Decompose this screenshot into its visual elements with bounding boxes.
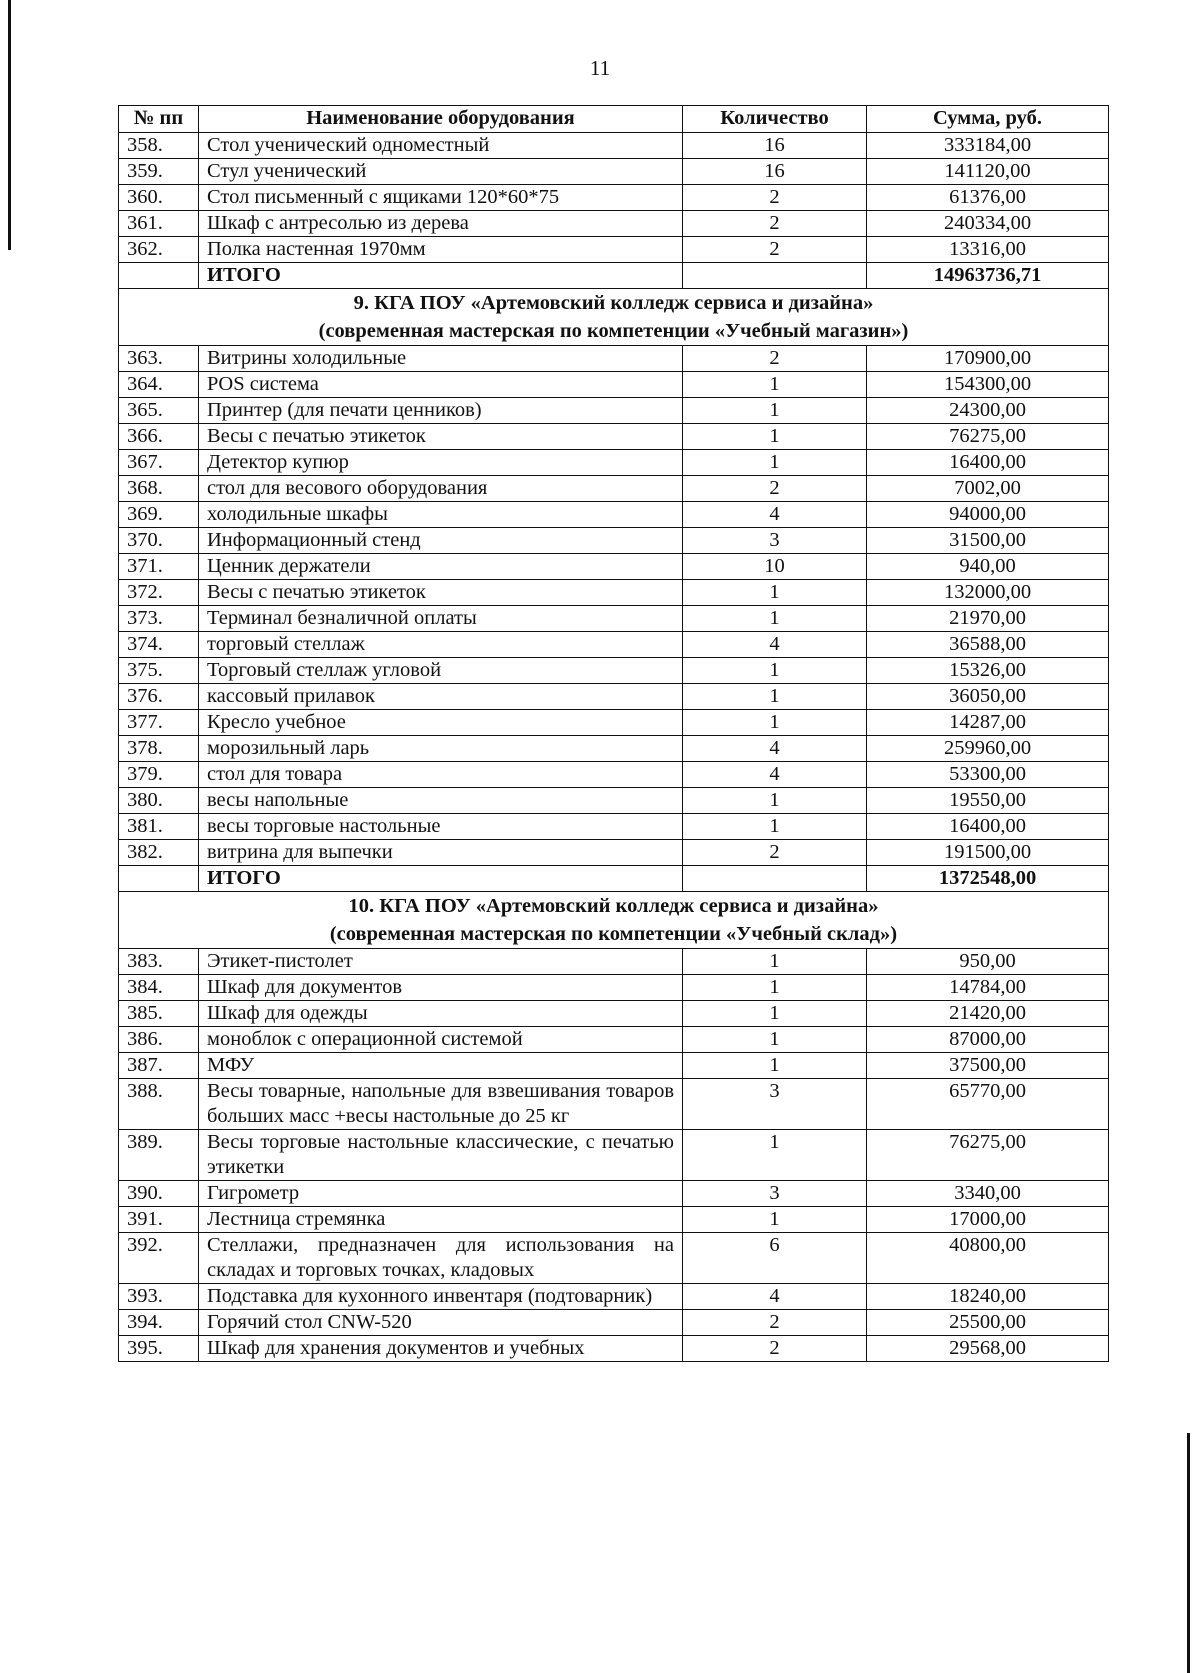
table-row xyxy=(119,133,1109,159)
row-sum: 940,00 xyxy=(867,554,1109,580)
row-number: 377. xyxy=(119,710,199,736)
row-number: 372. xyxy=(119,580,199,606)
header-num: № пп xyxy=(119,106,199,133)
row-sum: 94000,00 xyxy=(867,502,1109,528)
section-heading xyxy=(119,892,1109,949)
row-quantity: 2 xyxy=(683,346,867,372)
row-quantity: 1 xyxy=(683,1130,867,1181)
row-name: Терминал безналичной оплаты xyxy=(199,606,683,632)
row-name: Торговый стеллаж угловой xyxy=(199,658,683,684)
table-row xyxy=(119,1233,1109,1284)
row-name: МФУ xyxy=(199,1053,683,1079)
row-quantity: 1 xyxy=(683,580,867,606)
row-name: весы напольные xyxy=(199,788,683,814)
row-number: 389. xyxy=(119,1130,199,1181)
table-body xyxy=(119,133,1109,1362)
total-row xyxy=(119,866,1109,892)
row-sum: 31500,00 xyxy=(867,528,1109,554)
header-qty: Количество xyxy=(683,106,867,133)
row-number: 366. xyxy=(119,424,199,450)
row-sum: 24300,00 xyxy=(867,398,1109,424)
row-number: 378. xyxy=(119,736,199,762)
row-number: 375. xyxy=(119,658,199,684)
section-heading xyxy=(119,289,1109,346)
row-name: кассовый прилавок xyxy=(199,684,683,710)
row-number: 360. xyxy=(119,185,199,211)
row-name: Гигрометр xyxy=(199,1181,683,1207)
row-number: 365. xyxy=(119,398,199,424)
table-row xyxy=(119,1181,1109,1207)
row-number: 376. xyxy=(119,684,199,710)
row-sum: 333184,00 xyxy=(867,133,1109,159)
total-row xyxy=(119,263,1109,289)
row-sum: 29568,00 xyxy=(867,1336,1109,1362)
row-number: 394. xyxy=(119,1310,199,1336)
header-name: Наименование оборудования xyxy=(199,106,683,133)
row-quantity: 1 xyxy=(683,1027,867,1053)
scan-edge-mark-left xyxy=(8,0,11,250)
row-name: моноблок с операционной системой xyxy=(199,1027,683,1053)
row-quantity: 4 xyxy=(683,502,867,528)
section-header-row xyxy=(119,892,1109,949)
table-row xyxy=(119,1027,1109,1053)
row-sum: 259960,00 xyxy=(867,736,1109,762)
row-quantity: 16 xyxy=(683,133,867,159)
row-quantity: 1 xyxy=(683,450,867,476)
row-number: 381. xyxy=(119,814,199,840)
row-quantity: 16 xyxy=(683,159,867,185)
row-quantity: 4 xyxy=(683,736,867,762)
row-quantity: 1 xyxy=(683,424,867,450)
row-name: витрина для выпечки xyxy=(199,840,683,866)
row-name: Полка настенная 1970мм xyxy=(199,237,683,263)
row-quantity: 1 xyxy=(683,1053,867,1079)
row-number: 391. xyxy=(119,1207,199,1233)
row-name: Шкаф для хранения документов и учебных xyxy=(199,1336,683,1362)
table-row xyxy=(119,814,1109,840)
row-sum: 53300,00 xyxy=(867,762,1109,788)
table-row xyxy=(119,1207,1109,1233)
row-name: Шкаф с антресолью из дерева xyxy=(199,211,683,237)
row-name: весы торговые настольные xyxy=(199,814,683,840)
row-name: холодильные шкафы xyxy=(199,502,683,528)
row-sum: 17000,00 xyxy=(867,1207,1109,1233)
row-number: 387. xyxy=(119,1053,199,1079)
table-row xyxy=(119,1310,1109,1336)
row-sum: 3340,00 xyxy=(867,1181,1109,1207)
row-quantity: 3 xyxy=(683,528,867,554)
table-row xyxy=(119,658,1109,684)
total-num-empty xyxy=(119,866,199,892)
row-quantity: 1 xyxy=(683,975,867,1001)
row-sum: 87000,00 xyxy=(867,1027,1109,1053)
row-number: 383. xyxy=(119,949,199,975)
table-row xyxy=(119,424,1109,450)
row-number: 382. xyxy=(119,840,199,866)
row-sum: 14784,00 xyxy=(867,975,1109,1001)
row-name: Весы с печатью этикеток xyxy=(199,580,683,606)
row-name: Шкаф для документов xyxy=(199,975,683,1001)
row-name: Детектор купюр xyxy=(199,450,683,476)
row-number: 364. xyxy=(119,372,199,398)
row-name: Шкаф для одежды xyxy=(199,1001,683,1027)
row-number: 388. xyxy=(119,1079,199,1130)
row-number: 367. xyxy=(119,450,199,476)
table-row xyxy=(119,1336,1109,1362)
table-row xyxy=(119,372,1109,398)
row-sum: 61376,00 xyxy=(867,185,1109,211)
equipment-table xyxy=(118,105,1109,1362)
row-name: Витрины холодильные xyxy=(199,346,683,372)
row-number: 380. xyxy=(119,788,199,814)
row-sum: 16400,00 xyxy=(867,450,1109,476)
row-quantity: 2 xyxy=(683,185,867,211)
row-number: 385. xyxy=(119,1001,199,1027)
row-quantity: 3 xyxy=(683,1181,867,1207)
table-row xyxy=(119,398,1109,424)
row-quantity: 1 xyxy=(683,814,867,840)
row-quantity: 1 xyxy=(683,710,867,736)
row-name: Весы товарные, напольные для взвешивания товаров больших масс +весы настольные до 25 кг xyxy=(199,1079,683,1130)
row-name: Кресло учебное xyxy=(199,710,683,736)
table-row xyxy=(119,159,1109,185)
page-number: 11 xyxy=(589,56,611,80)
row-sum: 170900,00 xyxy=(867,346,1109,372)
row-sum: 19550,00 xyxy=(867,788,1109,814)
table-row xyxy=(119,762,1109,788)
row-sum: 36050,00 xyxy=(867,684,1109,710)
row-number: 362. xyxy=(119,237,199,263)
table-row xyxy=(119,736,1109,762)
row-number: 359. xyxy=(119,159,199,185)
table-row xyxy=(119,476,1109,502)
row-number: 368. xyxy=(119,476,199,502)
section-title-line1: 10. КГА ПОУ «Артемовский колледж сервиса и дизайна» xyxy=(348,895,879,917)
section-title-line2: (современная мастерская по компетенции «Учебный склад») xyxy=(329,923,898,945)
row-sum: 240334,00 xyxy=(867,211,1109,237)
row-quantity: 4 xyxy=(683,632,867,658)
row-quantity: 1 xyxy=(683,684,867,710)
row-number: 386. xyxy=(119,1027,199,1053)
table-row xyxy=(119,237,1109,263)
table-row xyxy=(119,788,1109,814)
total-label: ИТОГО xyxy=(199,263,683,289)
row-quantity: 1 xyxy=(683,606,867,632)
table-row xyxy=(119,606,1109,632)
row-name: стол для весового оборудования xyxy=(199,476,683,502)
row-number: 361. xyxy=(119,211,199,237)
total-num-empty xyxy=(119,263,199,289)
section-title-line1: 9. КГА ПОУ «Артемовский колледж сервиса и дизайна» xyxy=(353,292,874,314)
row-name: Стол ученический одноместный xyxy=(199,133,683,159)
row-name: Весы торговые настольные классические, с печатью этикетки xyxy=(199,1130,683,1181)
table-row xyxy=(119,840,1109,866)
table-row xyxy=(119,1079,1109,1130)
row-quantity: 2 xyxy=(683,1336,867,1362)
row-sum: 950,00 xyxy=(867,949,1109,975)
row-quantity: 1 xyxy=(683,788,867,814)
row-name: стол для товара xyxy=(199,762,683,788)
row-sum: 76275,00 xyxy=(867,424,1109,450)
table-row xyxy=(119,346,1109,372)
row-number: 370. xyxy=(119,528,199,554)
table-row xyxy=(119,1001,1109,1027)
row-quantity: 10 xyxy=(683,554,867,580)
total-label: ИТОГО xyxy=(199,866,683,892)
table-row xyxy=(119,1053,1109,1079)
row-sum: 40800,00 xyxy=(867,1233,1109,1284)
row-number: 374. xyxy=(119,632,199,658)
table-row xyxy=(119,710,1109,736)
row-quantity: 4 xyxy=(683,762,867,788)
row-name: Подставка для кухонного инвентаря (подтоварник) xyxy=(199,1284,683,1310)
row-sum: 132000,00 xyxy=(867,580,1109,606)
row-quantity: 1 xyxy=(683,1001,867,1027)
table-row xyxy=(119,975,1109,1001)
row-number: 373. xyxy=(119,606,199,632)
row-number: 369. xyxy=(119,502,199,528)
table-row xyxy=(119,580,1109,606)
row-sum: 36588,00 xyxy=(867,632,1109,658)
row-number: 363. xyxy=(119,346,199,372)
row-sum: 21970,00 xyxy=(867,606,1109,632)
row-quantity: 2 xyxy=(683,1310,867,1336)
total-sum: 1372548,00 xyxy=(867,866,1109,892)
row-quantity: 2 xyxy=(683,840,867,866)
row-name: Информационный стенд xyxy=(199,528,683,554)
row-name: Стеллажи, предназначен для использования на складах и торговых точках, кладовых xyxy=(199,1233,683,1284)
row-number: 392. xyxy=(119,1233,199,1284)
table-row xyxy=(119,502,1109,528)
row-name: POS система xyxy=(199,372,683,398)
table-row xyxy=(119,1284,1109,1310)
total-qty-empty xyxy=(683,866,867,892)
row-name: Ценник держатели xyxy=(199,554,683,580)
row-name: Принтер (для печати ценников) xyxy=(199,398,683,424)
table-row xyxy=(119,632,1109,658)
row-sum: 18240,00 xyxy=(867,1284,1109,1310)
row-quantity: 1 xyxy=(683,949,867,975)
row-number: 358. xyxy=(119,133,199,159)
row-sum: 21420,00 xyxy=(867,1001,1109,1027)
table-row xyxy=(119,1130,1109,1181)
row-quantity: 2 xyxy=(683,237,867,263)
row-sum: 65770,00 xyxy=(867,1079,1109,1130)
row-quantity: 6 xyxy=(683,1233,867,1284)
row-number: 371. xyxy=(119,554,199,580)
row-quantity: 1 xyxy=(683,1207,867,1233)
row-sum: 13316,00 xyxy=(867,237,1109,263)
table-row xyxy=(119,185,1109,211)
row-sum: 37500,00 xyxy=(867,1053,1109,1079)
total-sum: 14963736,71 xyxy=(867,263,1109,289)
row-quantity: 2 xyxy=(683,476,867,502)
total-qty-empty xyxy=(683,263,867,289)
row-number: 379. xyxy=(119,762,199,788)
row-name: торговый стеллаж xyxy=(199,632,683,658)
row-name: Весы с печатью этикеток xyxy=(199,424,683,450)
row-number: 384. xyxy=(119,975,199,1001)
table-row xyxy=(119,949,1109,975)
row-name: Стол письменный с ящиками 120*60*75 xyxy=(199,185,683,211)
row-sum: 154300,00 xyxy=(867,372,1109,398)
table-row xyxy=(119,450,1109,476)
row-number: 395. xyxy=(119,1336,199,1362)
row-sum: 14287,00 xyxy=(867,710,1109,736)
row-quantity: 2 xyxy=(683,211,867,237)
row-name: Этикет-пистолет xyxy=(199,949,683,975)
row-sum: 76275,00 xyxy=(867,1130,1109,1181)
row-name: морозильный ларь xyxy=(199,736,683,762)
row-quantity: 3 xyxy=(683,1079,867,1130)
section-header-row xyxy=(119,289,1109,346)
row-number: 390. xyxy=(119,1181,199,1207)
row-sum: 15326,00 xyxy=(867,658,1109,684)
table-row xyxy=(119,554,1109,580)
row-name: Лестница стремянка xyxy=(199,1207,683,1233)
row-sum: 7002,00 xyxy=(867,476,1109,502)
row-quantity: 1 xyxy=(683,398,867,424)
row-number: 393. xyxy=(119,1284,199,1310)
row-sum: 16400,00 xyxy=(867,814,1109,840)
row-name: Стул ученический xyxy=(199,159,683,185)
section-title-line2: (современная мастерская по компетенции «Учебный магазин») xyxy=(318,320,909,342)
scan-edge-mark-right xyxy=(1187,1433,1190,1673)
row-sum: 141120,00 xyxy=(867,159,1109,185)
row-quantity: 1 xyxy=(683,658,867,684)
row-quantity: 4 xyxy=(683,1284,867,1310)
table-header-row xyxy=(119,106,1109,133)
row-sum: 25500,00 xyxy=(867,1310,1109,1336)
header-sum: Сумма, руб. xyxy=(867,106,1109,133)
table-row xyxy=(119,211,1109,237)
row-name: Горячий стол CNW-520 xyxy=(199,1310,683,1336)
table-row xyxy=(119,684,1109,710)
row-quantity: 1 xyxy=(683,372,867,398)
table-row xyxy=(119,528,1109,554)
row-sum: 191500,00 xyxy=(867,840,1109,866)
